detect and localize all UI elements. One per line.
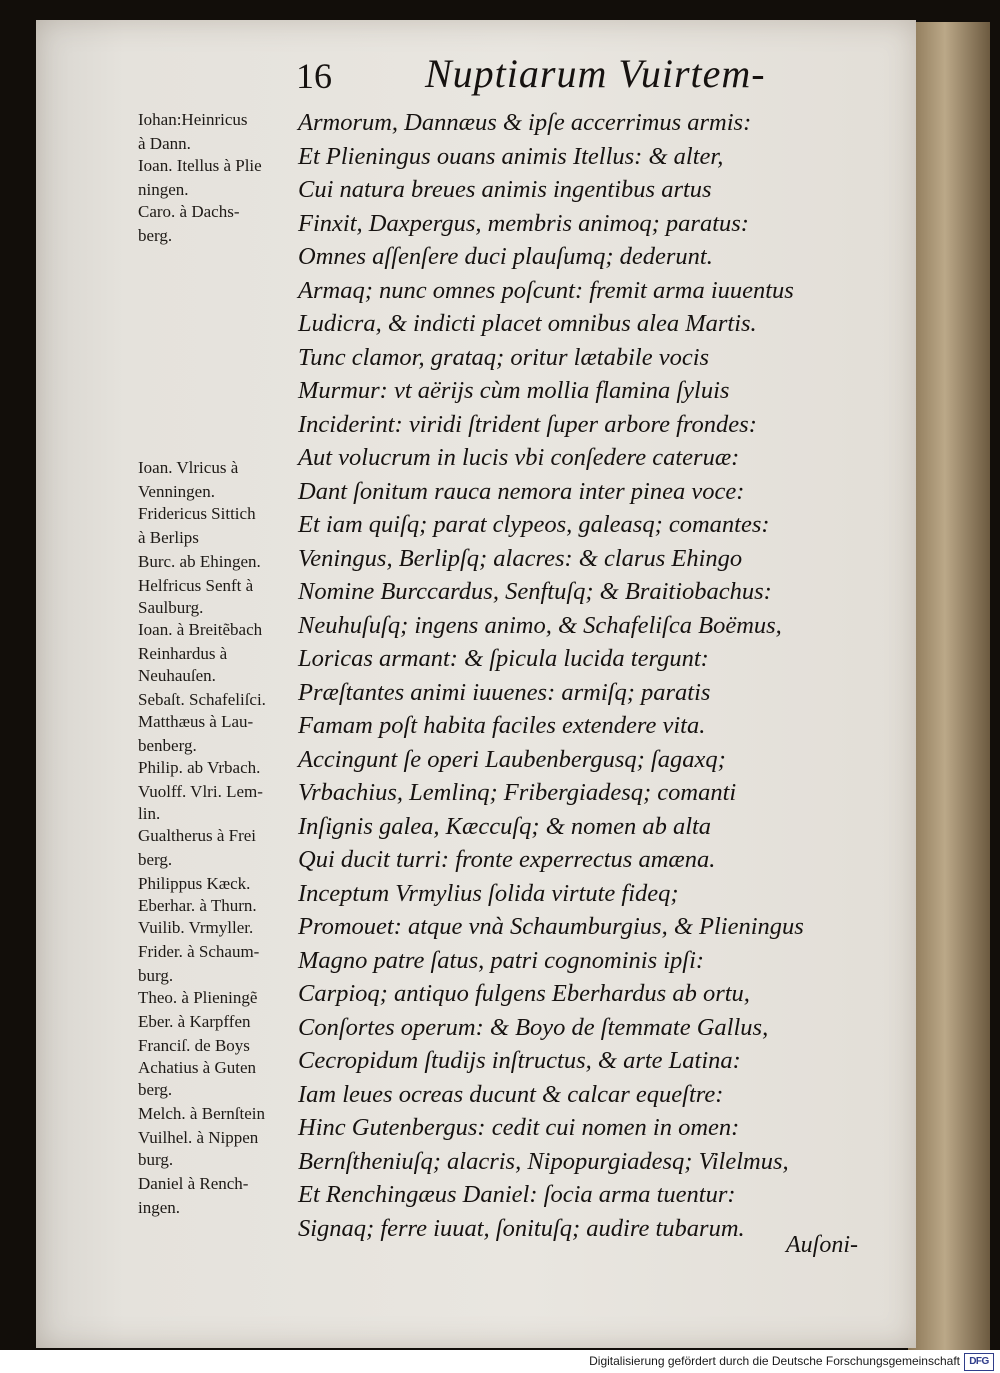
margin-note: Franciſ. de Boys [138,1036,250,1055]
verse-line: Nomine Burccardus, Senftuſq; & Braitiobachus: [298,578,772,605]
verse-line: Præſtantes animi iuuenes: armiſq; paratis [298,679,711,706]
margin-note: Iohan:Heinricus [138,110,248,129]
margin-note: Saulburg. [138,598,204,617]
margin-note: Achatius à Guten [138,1058,257,1077]
margin-note: Reinhardus à [138,644,228,663]
margin-note: Melch. à Bernſtein [138,1104,265,1123]
verse-line: Tunc clamor, grataq; oritur lætabile vocis [298,344,710,371]
verse-line: Accingunt ſe operi Laubenbergusq; ſagaxq; [298,746,726,773]
verse-line: Hinc Gutenbergus: cedit cui nomen in omen: [298,1114,740,1141]
verse-line: Iam leues ocreas ducunt & calcar equeſtre: [298,1081,724,1108]
verse-line: Armorum, Dannæus & ipſe accerrimus armis: [298,109,752,136]
verse-line: Omnes aſſenſere duci plauſumq; dederunt. [298,243,713,270]
digitization-footer [0,1350,1000,1373]
verse-line: Promouet: atque vnà Schaumburgius, & Plieningus [298,913,804,940]
verse-line: Qui ducit turri: fronte experrectus amæna. [298,846,716,873]
margin-note: Ioan. Vlricus à [138,458,239,477]
dfg-logo-icon: DFG [964,1353,994,1371]
margin-note: berg. [138,850,173,869]
verse-line: Armaq; nunc omnes poſcunt: fremit arma iuuentus [298,277,794,304]
verse-line: Inceptum Vrmylius ſolida virtute fideq; [298,880,679,907]
verse-line: Cui natura breues animis ingentibus artus [298,176,712,203]
verse-line: Signaq; ferre iuuat, ſonituſq; audire tubarum. [298,1215,745,1242]
margin-note: Philip. ab Vrbach. [138,758,261,777]
verse-line: Famam poſt habita faciles extendere vita. [298,712,706,739]
verse-line: Magno patre ſatus, patri cognominis ipſi: [298,947,705,974]
page-number: 16 [296,56,332,96]
margin-note: Caro. à Dachs- [138,202,240,221]
verse-line: Et Renchingæus Daniel: ſocia arma tuentur: [298,1181,736,1208]
verse-line: Neuhuſuſq; ingens animo, & Schafeliſca Boëmus, [298,612,782,639]
verse-line: Et iam quiſq; parat clypeos, galeasq; comantes: [298,511,770,538]
verse-line: Cecropidum ſtudijs inſtructus, & arte Latina: [298,1047,741,1074]
verse-line: Conſortes operum: & Boyo de ſtemmate Gallus, [298,1014,769,1041]
margin-note: Daniel à Rench- [138,1174,249,1193]
verse-line: Veningus, Berlipſq; alacres: & clarus Ehingo [298,545,743,572]
margin-note: berg. [138,226,173,245]
margin-note: Neuhauſen. [138,666,216,685]
margin-note: Sebaſt. Schafeliſci. [138,690,266,709]
margin-note: Eber. à Karpffen [138,1012,251,1031]
margin-note: benberg. [138,736,197,755]
running-head: Nuptiarum Vuirtem- [425,51,766,96]
margin-note: ingen. [138,1198,181,1217]
margin-note: Venningen. [138,482,215,501]
verse-line: Inſignis galea, Kæccuſq; & nomen ab alta [298,813,712,840]
margin-note: Fridericus Sittich [138,504,256,523]
margin-note: burg. [138,966,174,985]
margin-note: burg. [138,1150,174,1169]
book-page-edge [908,22,990,1350]
margin-note: Matthæus à Lau- [138,712,254,731]
verse-line: Finxit, Daxpergus, membris animoq; paratus: [298,210,749,237]
margin-note: Helfricus Senft à [138,576,254,595]
verse-line: Murmur: vt aërijs cùm mollia flamina ſyluis [298,377,730,404]
margin-note: Eberhar. à Thurn. [138,896,257,915]
margin-note: ningen. [138,180,189,199]
margin-note: berg. [138,1080,173,1099]
margin-note: Vuolff. Vlri. Lem- [138,782,263,801]
margin-note: Theo. à Plieningẽ [138,988,258,1007]
margin-note: Burc. ab Ehingen. [138,552,261,571]
margin-note: Ioan. à Breitẽbach [138,620,263,639]
margin-note: Vuilhel. à Nippen [138,1128,259,1147]
verse-line: Bernſtheniuſq; alacris, Nipopurgiadesq; Vilelmus, [298,1148,789,1175]
margin-note: lin. [138,804,161,823]
verse-line: Loricas armant: & ſpicula lucida tergunt: [298,645,709,672]
verse-line: Aut volucrum in lucis vbi conſedere cateruæ: [298,444,740,471]
margin-note: Frider. à Schaum- [138,942,260,961]
verse-line: Carpioq; antiquo fulgens Eberhardus ab ortu, [298,980,750,1007]
margin-note: Philippus Kæck. [138,874,251,893]
verse-line: Dant ſonitum rauca nemora inter pinea voce: [298,478,745,505]
margin-note: à Berlips [138,528,199,547]
margin-note: Vuilib. Vrmyller. [138,918,254,937]
margin-note: Ioan. Itellus à Plie [138,156,262,175]
funding-credit: Digitalisierung gefördert durch die Deutsche Forschungsgemeinschaft [589,1354,960,1368]
catchword: Auſoni- [786,1232,858,1258]
verse-line: Inciderint: viridi ſtrident ſuper arbore frondes: [298,411,757,438]
margin-note: à Dann. [138,134,191,153]
verse-line: Vrbachius, Lemlinq; Fribergiadesq; comanti [298,779,737,806]
verse-line: Ludicra, & indicti placet omnibus alea Martis. [298,310,757,337]
margin-note: Gualtherus à Frei [138,826,257,845]
verse-line: Et Plieningus ouans animis Itellus: & alter, [298,143,724,170]
